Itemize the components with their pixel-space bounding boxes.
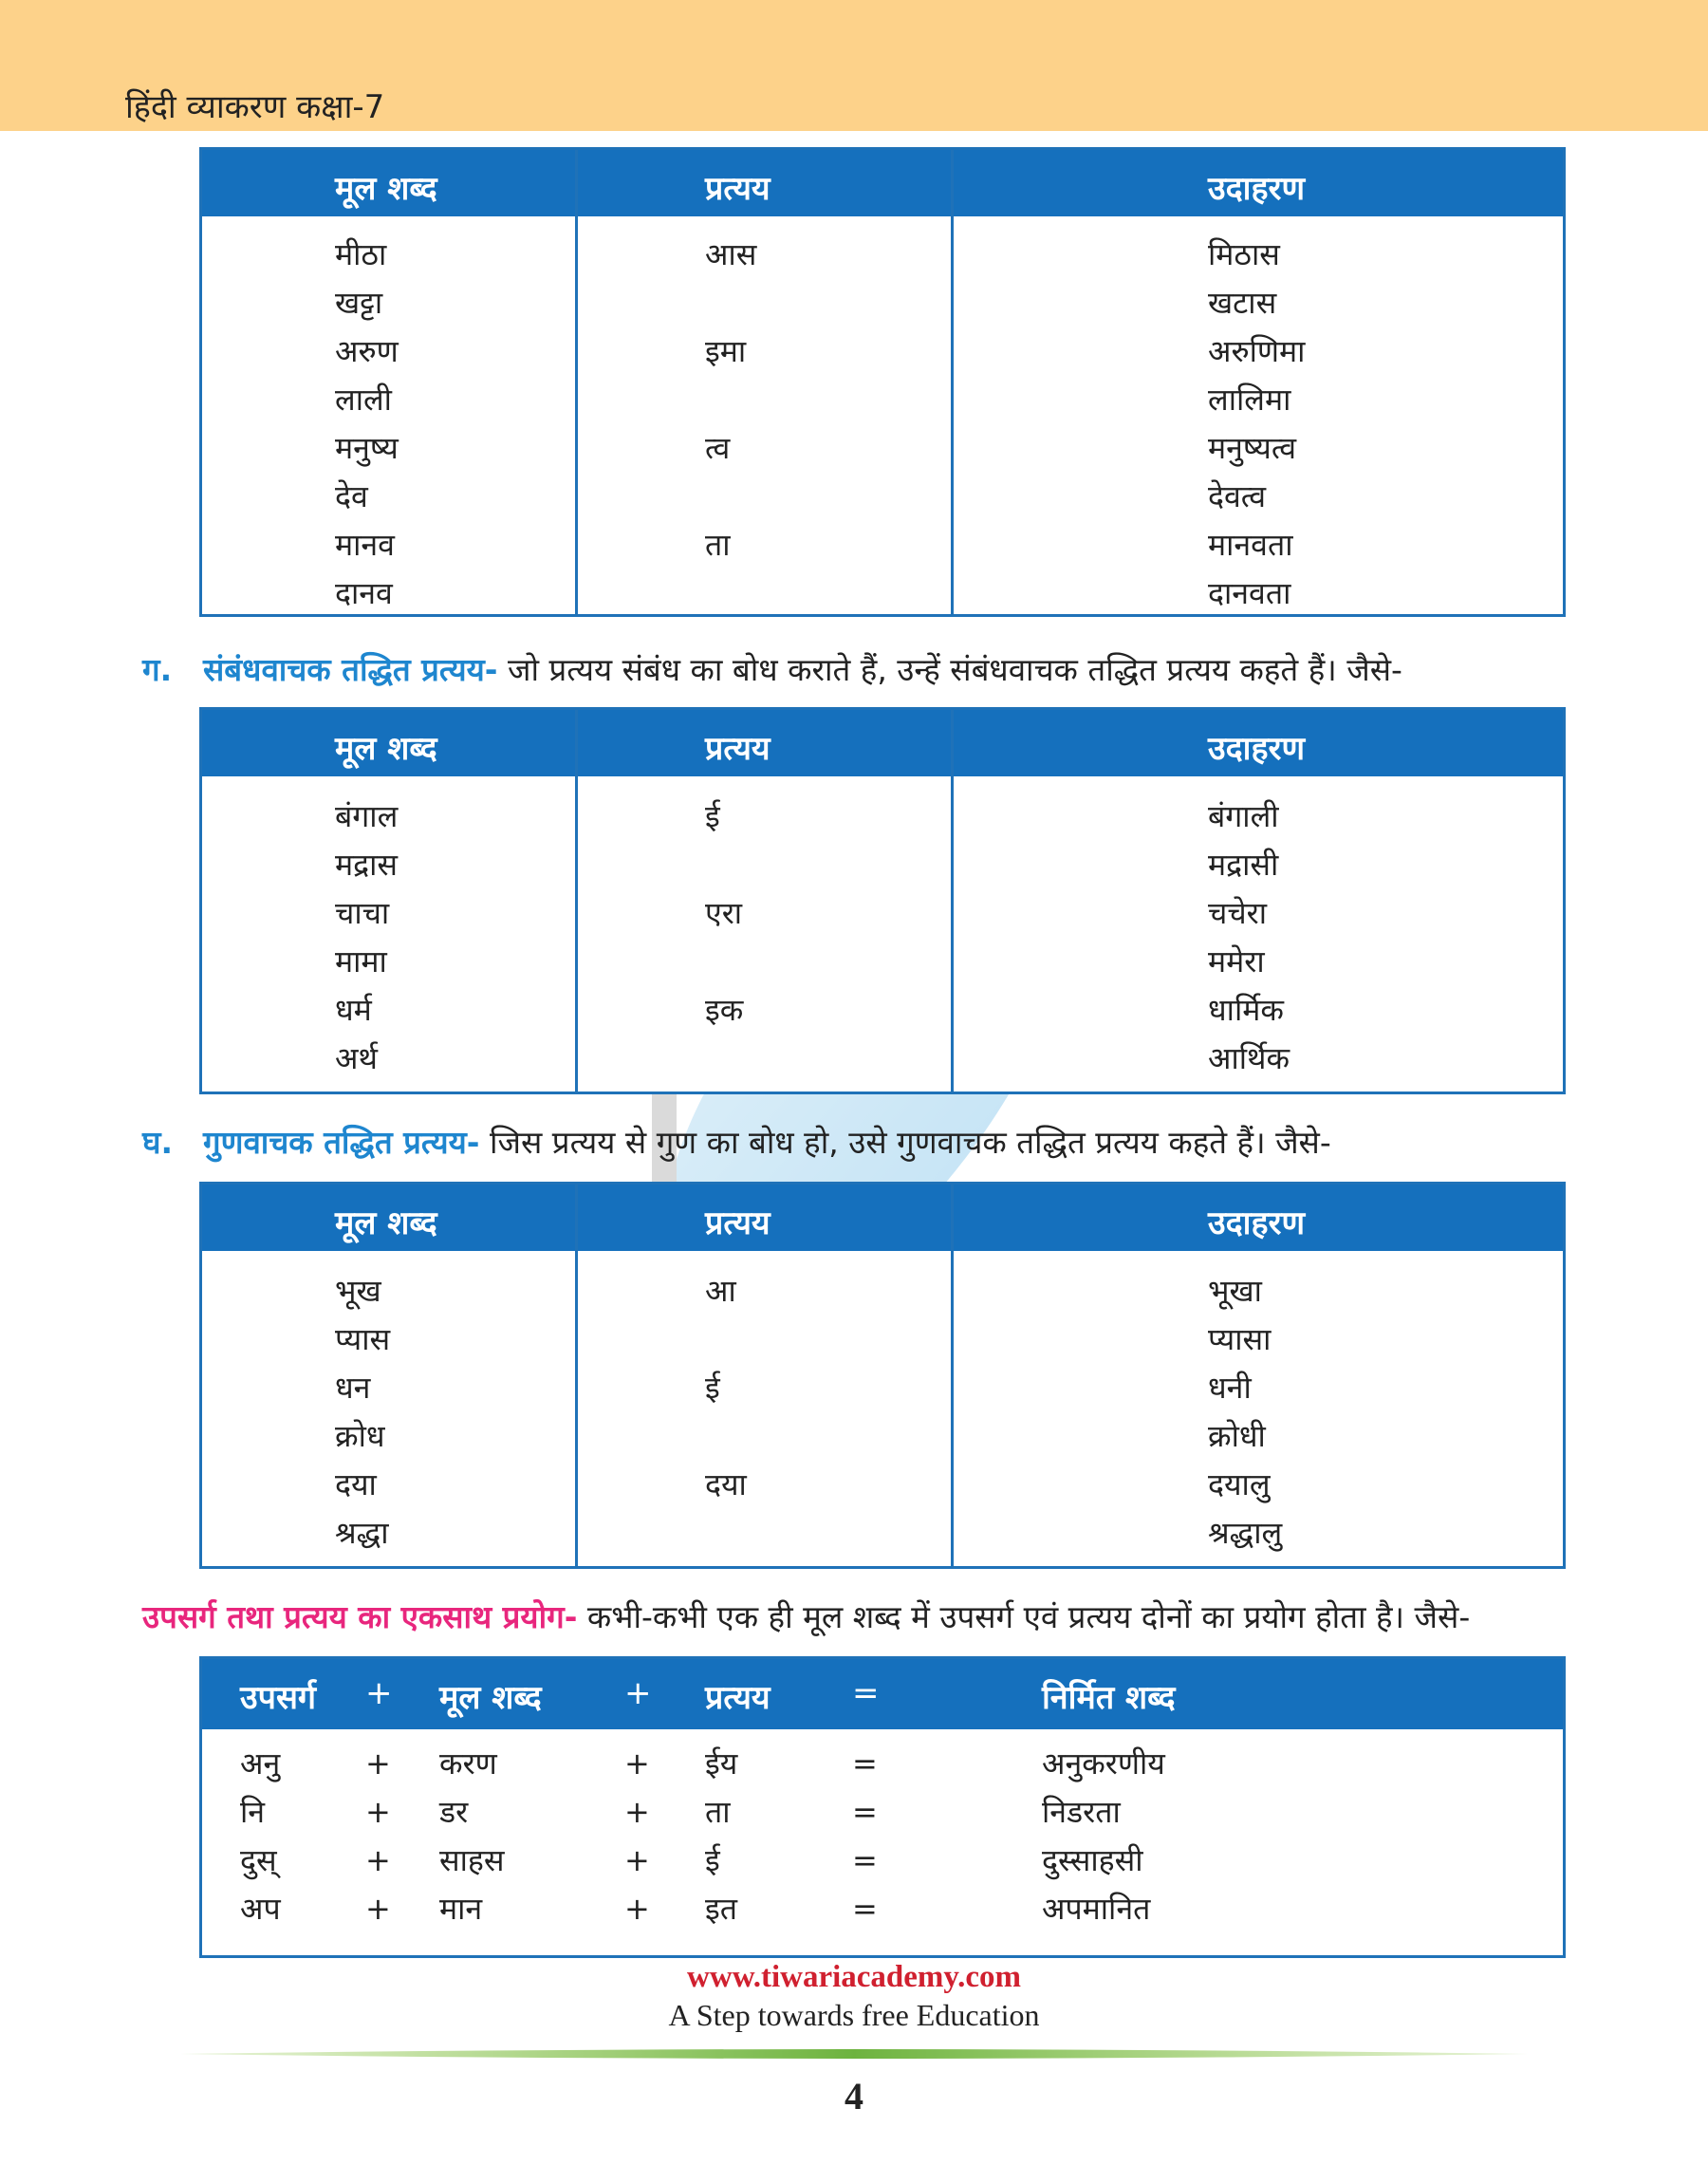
cell: देवत्व (1208, 478, 1267, 514)
col-nirmit (1042, 1745, 1165, 1928)
header-udaharan: उदाहरण (1208, 730, 1306, 768)
table-bhavvachak (199, 147, 1566, 617)
header-mool-shabd: मूल शब्द (335, 730, 437, 768)
cell: साहस (439, 1842, 505, 1878)
page-number: 4 (845, 2075, 863, 2118)
cell: एरा (705, 895, 743, 931)
cell: देव (335, 478, 368, 514)
cell: इक (705, 992, 744, 1028)
cell: धन (335, 1370, 371, 1406)
cell: मनुष्यत्व (1208, 430, 1297, 466)
cell: मामा (335, 943, 387, 980)
cell: धर्म (335, 992, 372, 1028)
cell: आ (705, 1273, 736, 1309)
cell: धार्मिक (1208, 992, 1284, 1028)
col-udaharan (1208, 1272, 1282, 1552)
col-pratyay (705, 1272, 747, 1503)
cell: + (624, 1745, 650, 1782)
cell: + (624, 1794, 650, 1830)
header-equals: = (852, 1674, 880, 1712)
section-label: संबंधवाचक तद्धित प्रत्यय- (203, 651, 498, 688)
table-sambandhvachak (199, 707, 1566, 1094)
header-pratyay: प्रत्यय (705, 730, 770, 768)
cell: प्यासा (1208, 1321, 1272, 1357)
page-header (0, 0, 1708, 131)
section-text: कभी-कभी एक ही मूल शब्द में उपसर्ग एवं प्रत्यय दोनों का प्रयोग होता है। जैसे- (577, 1598, 1471, 1635)
cell: मानव (335, 527, 395, 563)
cell: श्रद्धा (335, 1515, 389, 1551)
cell: दुस् (240, 1842, 277, 1878)
cell: अनु (240, 1745, 281, 1782)
book-title: हिंदी व्याकरण कक्षा-7 (125, 88, 385, 126)
cell: = (852, 1745, 878, 1782)
cell: खटास (1208, 285, 1277, 321)
header-mool-shabd: मूल शब्द (335, 170, 437, 208)
header-plus: + (365, 1674, 393, 1712)
cell: दया (335, 1466, 377, 1502)
cell: मद्रास (335, 847, 399, 883)
cell: क्रोधी (1208, 1418, 1266, 1454)
col-udaharan (1208, 235, 1305, 612)
cell: = (852, 1891, 878, 1927)
section-gunvachak (142, 1120, 1331, 1163)
col-equals (852, 1745, 878, 1928)
section-text: जो प्रत्यय संबंध का बोध कराते हैं, उन्हें संबंधवाचक तद्धित प्रत्यय कहते हैं। जैसे- (497, 651, 1402, 688)
col-mool (439, 1745, 505, 1928)
section-marker: ग. (142, 651, 173, 688)
cell: डर (439, 1794, 469, 1830)
header-upsarg: उपसर्ग (240, 1679, 317, 1717)
col-mool (335, 235, 399, 612)
section-sambandhvachak (142, 647, 1402, 690)
col-mool (335, 797, 398, 1077)
col-pratyay (705, 797, 743, 1029)
cell: मिठास (1208, 236, 1280, 272)
table-header (202, 150, 1563, 216)
section-upsarg-pratyay (142, 1595, 1470, 1637)
cell: ई (705, 1842, 720, 1878)
section-label: गुणवाचक तद्धित प्रत्यय- (203, 1124, 480, 1161)
cell: ई (705, 1370, 720, 1406)
header-nirmit-shabd: निर्मित शब्द (1042, 1679, 1176, 1717)
header-pratyay: प्रत्यय (705, 1679, 770, 1717)
header-mool-shabd: मूल शब्द (439, 1679, 542, 1717)
cell: = (852, 1794, 878, 1830)
cell: मान (439, 1891, 483, 1927)
cell: प्यास (335, 1321, 391, 1357)
header-mool-shabd: मूल शब्द (335, 1204, 437, 1242)
cell: अरुणिमा (1208, 333, 1306, 369)
cell: भूख (335, 1273, 381, 1309)
cell: बंगाली (1208, 798, 1279, 834)
cell: ईय (705, 1745, 738, 1782)
cell: + (365, 1745, 391, 1782)
cell: चचेरा (1208, 895, 1268, 931)
cell: + (365, 1794, 391, 1830)
cell: करण (439, 1745, 497, 1782)
footer-green-divider (180, 2048, 1528, 2060)
cell: ता (705, 527, 731, 563)
cell: मद्रासी (1208, 847, 1279, 883)
cell: लालिमा (1208, 382, 1291, 418)
cell: = (852, 1842, 878, 1878)
col-udaharan (1208, 797, 1290, 1077)
header-udaharan: उदाहरण (1208, 170, 1306, 208)
cell: क्रोध (335, 1418, 385, 1454)
cell: श्रद्धालु (1208, 1515, 1283, 1551)
cell: दयालु (1208, 1466, 1271, 1502)
cell: अप (240, 1891, 281, 1927)
cell: नि (240, 1794, 266, 1830)
section-text: जिस प्रत्यय से गुण का बोध हो, उसे गुणवाचक तद्धित प्रत्यय कहते हैं। जैसे- (479, 1124, 1331, 1161)
cell: आस (705, 236, 757, 272)
cell: इत (705, 1891, 737, 1927)
table-gunvachak (199, 1182, 1566, 1569)
cell: खट्टा (335, 285, 383, 321)
cell: आर्थिक (1208, 1040, 1290, 1076)
cell: इमा (705, 333, 747, 369)
cell: अरुण (335, 333, 399, 369)
col-pratyay (705, 1745, 737, 1928)
cell: + (624, 1891, 650, 1927)
table-upsarg-pratyay (199, 1656, 1566, 1958)
header-plus: + (624, 1674, 652, 1712)
cell: चाचा (335, 895, 390, 931)
cell: भूखा (1208, 1273, 1262, 1309)
section-label: उपसर्ग तथा प्रत्यय का एकसाथ प्रयोग- (142, 1598, 578, 1635)
cell: अनुकरणीय (1042, 1745, 1165, 1782)
cell: + (365, 1891, 391, 1927)
cell: अपमानित (1042, 1891, 1151, 1927)
cell: निडरता (1042, 1794, 1121, 1830)
cell: त्व (705, 430, 731, 466)
cell: अर्थ (335, 1040, 378, 1076)
col-mool (335, 1272, 390, 1552)
header-pratyay: प्रत्यय (705, 1204, 770, 1242)
cell: धनी (1208, 1370, 1252, 1406)
footer-tagline: A Step towards free Education (668, 1998, 1040, 2032)
header-pratyay: प्रत्यय (705, 170, 770, 208)
cell: ई (705, 798, 720, 834)
cell: + (624, 1842, 650, 1878)
cell: ममेरा (1208, 943, 1265, 980)
cell: दुस्साहसी (1042, 1842, 1143, 1878)
cell: मनुष्य (335, 430, 399, 466)
cell: बंगाल (335, 798, 399, 834)
footer-website-link[interactable]: www.tiwariacademy.com (687, 1960, 1021, 1994)
header-udaharan: उदाहरण (1208, 1204, 1306, 1242)
cell: + (365, 1842, 391, 1878)
table-header (202, 1185, 1563, 1251)
col-pratyay (705, 235, 756, 564)
section-marker: घ. (142, 1124, 174, 1161)
cell: लाली (335, 382, 392, 418)
cell: दया (705, 1466, 747, 1502)
cell: मानवता (1208, 527, 1293, 563)
col-upsarg (240, 1745, 281, 1928)
cell: दानवता (1208, 575, 1291, 611)
table-header (202, 1659, 1563, 1729)
cell: ता (705, 1794, 731, 1830)
col-plus-2 (624, 1745, 650, 1928)
cell: दानव (335, 575, 393, 611)
table-header (202, 710, 1563, 776)
cell: मीठा (335, 236, 387, 272)
col-plus-1 (365, 1745, 391, 1928)
